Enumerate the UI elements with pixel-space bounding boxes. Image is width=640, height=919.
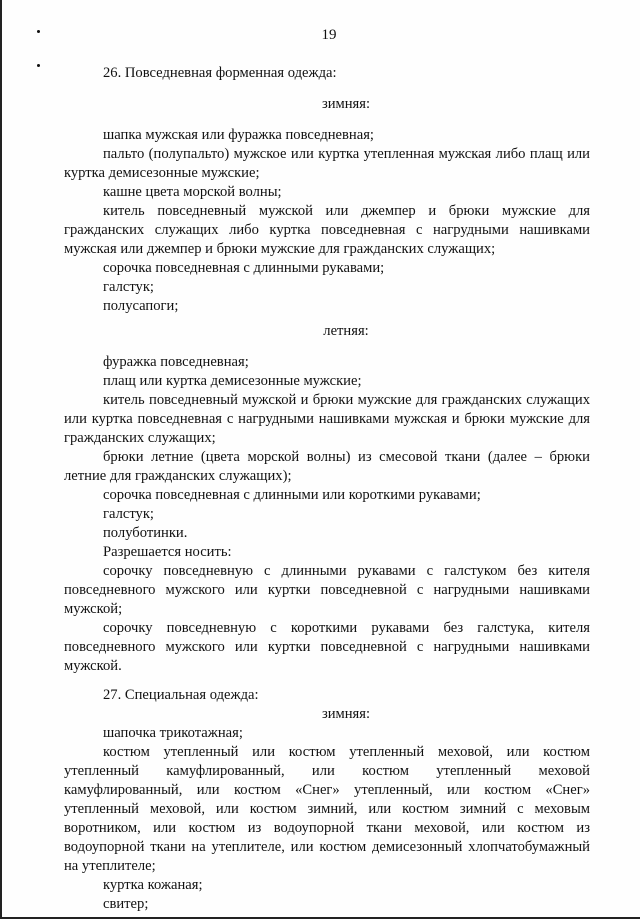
list-item: шапка мужская или фуражка повседневная; (103, 127, 374, 143)
page-number: 19 (321, 27, 337, 43)
list-item: сорочку повседневную с короткими рукавами без галстука, кителя повседневного мужского или куртки повседневной с нагрудными нашивками мужской. (64, 620, 590, 674)
spacer (64, 676, 590, 686)
list-item: китель повседневный мужской и брюки мужские для гражданских служащих или куртка повседневная с нагрудными нашивками мужская и брюки мужские для гражданских служащих; (64, 392, 590, 446)
list-item: галстук; (103, 279, 154, 295)
list-item: полуботинки. (103, 525, 188, 541)
list-item: пальто (полупальто) мужское или куртка утепленная мужская либо плащ или куртка демисезонные мужские; (64, 146, 590, 181)
list-item: фуражка повседневная; (103, 354, 249, 370)
list-item: сорочка повседневная с длинными рукавами; (103, 260, 385, 276)
scan-mark (37, 64, 40, 67)
section-27-heading: 27. Специальная одежда: (103, 687, 259, 703)
list-item: брюки летние (цвета морской волны) из смесовой ткани (далее – брюки летние для гражданских служащих); (64, 449, 590, 484)
section-26-summer-title: летняя: (323, 323, 369, 339)
list-item: китель повседневный мужской или джемпер и брюки мужские для гражданских служащих либо куртка повседневная с нагрудными нашивками мужская или джемпер и брюки мужские для гражданских служащих; (64, 203, 590, 257)
list-item: свитер; (103, 896, 149, 912)
list-item: шапочка трикотажная; (103, 725, 243, 741)
list-item: полусапоги; (103, 298, 179, 314)
section-27-winter-title: зимняя: (321, 706, 371, 722)
document-body (64, 64, 590, 914)
list-item: сорочку повседневную с длинными рукавами с галстуком без кителя повседневного мужского или куртки повседневной с нагрудными нашивками мужской; (64, 563, 590, 617)
list-item: галстук; (103, 506, 154, 522)
list-item: кашне цвета морской волны; (103, 184, 282, 200)
section-26-heading: 26. Повседневная форменная одежда: (103, 65, 337, 81)
section-26-winter-title: зимняя: (321, 96, 371, 112)
list-item: сорочка повседневная с длинными или короткими рукавами; (103, 487, 481, 503)
allowed-title: Разрешается носить: (103, 544, 232, 560)
list-item: куртка кожаная; (103, 877, 203, 893)
list-item: плащ или куртка демисезонные мужские; (103, 373, 362, 389)
list-item: костюм утепленный или костюм утепленный меховой, или костюм утепленный камуфлированный, или костюм утепленный меховой камуфлированный, или костюм «Снег» утепленный, или костюм «Снег» утепленный меховой, или костюм зимний, или костюм зимний с меховым воротником, или костюм из водоупорной ткани меховой, или костюм из водоупорной ткани на утеплителе, или костюм демисезонный хлопчатобумажный на утеплителе; (64, 744, 590, 874)
